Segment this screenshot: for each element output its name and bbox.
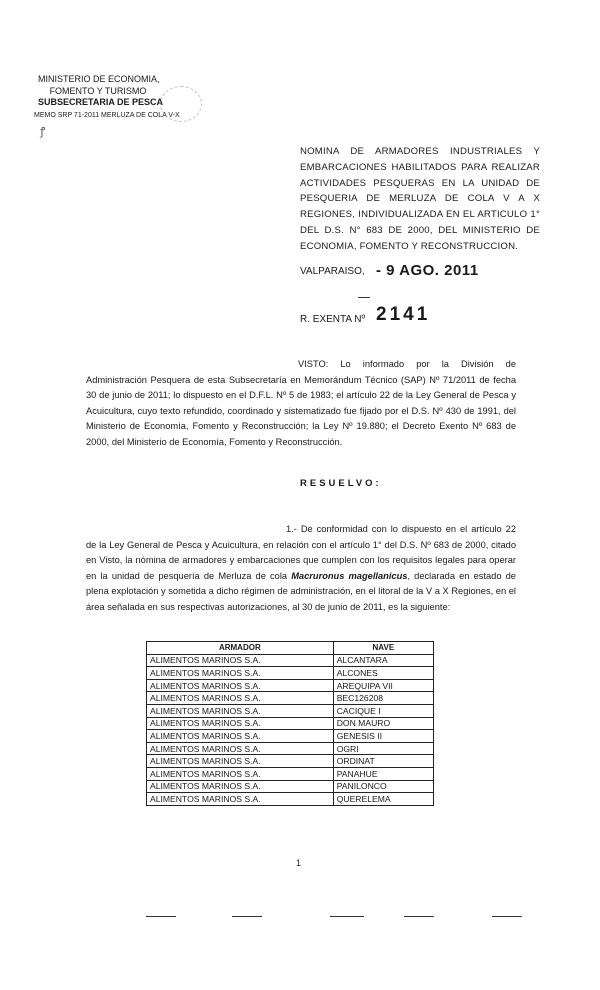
table-row [147, 692, 434, 705]
nave-cell: DON MAURO [333, 717, 433, 730]
nave-cell: PANAHUE [333, 767, 433, 780]
resuelvo-heading: RESUELVO: [300, 478, 382, 489]
resolution-date: - 9 AGO. 2011 [376, 262, 479, 279]
column-header-armador: ARMADOR [147, 642, 334, 655]
armador-cell: ALIMENTOS MARINOS S.A. [147, 742, 334, 755]
armador-cell: ALIMENTOS MARINOS S.A. [147, 793, 334, 806]
official-stamp [160, 86, 202, 122]
signature-line [232, 916, 262, 917]
armador-cell: ALIMENTOS MARINOS S.A. [147, 767, 334, 780]
place-label: VALPARAISO, [300, 266, 365, 277]
column-header-nave: NAVE [333, 642, 433, 655]
table-row [147, 742, 434, 755]
nave-cell: OGRI [333, 742, 433, 755]
letterhead-ministry-2: FOMENTO Y TURISMO [49, 85, 147, 96]
table-header-row [147, 642, 434, 655]
table-row [147, 793, 434, 806]
letterhead-ministry: MINISTERIO DE ECONOMIA, [38, 74, 160, 84]
signature-line [330, 916, 364, 917]
table-row [147, 717, 434, 730]
table-row [147, 654, 434, 667]
armador-cell: ALIMENTOS MARINOS S.A. [147, 704, 334, 717]
article-1-text-b: , declarada en estado de plena explotación y sometida a dicho régimen de administración, en el litoral de la V a X Regiones, en el área señalada en sus respectivas autorizaciones, al 30 de junio de 2011, es la siguiente: [86, 570, 516, 612]
armador-cell: ALIMENTOS MARINOS S.A. [147, 667, 334, 680]
armador-cell: ALIMENTOS MARINOS S.A. [147, 717, 334, 730]
armador-cell: ALIMENTOS MARINOS S.A. [147, 654, 334, 667]
handwritten-initials: ꝭ [40, 126, 46, 138]
nave-cell: ALCANTARA [333, 654, 433, 667]
table-row [147, 667, 434, 680]
letterhead [34, 74, 180, 121]
signature-line [404, 916, 434, 917]
nave-cell: PANILONCO [333, 780, 433, 793]
table-row [147, 679, 434, 692]
species-name: Macruronus magellanicus [291, 570, 408, 581]
armador-cell: ALIMENTOS MARINOS S.A. [147, 780, 334, 793]
resolution-label: R. EXENTA Nº [300, 314, 366, 325]
letterhead-subsecretaria: SUBSECRETARIA DE PESCA [38, 97, 164, 107]
visto-paragraph: VISTO: Lo informado por la División de Administración Pesquera de esta Subsecretaría en Memorándum Técnico (SAP) Nº 71/2011 de fecha 30 de junio de 2011; lo dispuesto en el D.F.L. Nº 5 de 1983; el artículo 22 de la Ley General de Pesca y Acuicultura, cuyo texto refundido, coordinado y sistematizado fue fijado por el D.S. Nº 430 de 1991, del Ministerio de Economía, Fomento y Reconstrucción; la Ley Nº 19.880; el Decreto Exento Nº 683 de 2000, del Ministerio de Economía, Fomento y Reconstrucción. [86, 359, 516, 447]
nave-cell: ALCONES [333, 667, 433, 680]
article-1-text-a: 1.- De conformidad con lo dispuesto en el artículo 22 de la Ley General de Pesca y Acuicultura, en relación con el artículo 1° del D.S. Nº 683 de 2000, citado en Visto, la nómina de armadores y embarcaciones que cumplen con los requisitos legales para operar en la unidad de pesquería de Merluza de cola [86, 524, 516, 581]
nave-cell: BEC126208 [333, 692, 433, 705]
signature-line [146, 916, 176, 917]
article-1-paragraph [86, 522, 516, 616]
armador-cell: ALIMENTOS MARINOS S.A. [147, 679, 334, 692]
armador-cell: ALIMENTOS MARINOS S.A. [147, 692, 334, 705]
armador-cell: ALIMENTOS MARINOS S.A. [147, 755, 334, 768]
nave-cell: ORDINAT [333, 755, 433, 768]
table-row [147, 730, 434, 743]
nave-cell: QUERELEMA [333, 793, 433, 806]
table-row [147, 767, 434, 780]
table-row [147, 755, 434, 768]
table-row [147, 780, 434, 793]
signature-line [492, 916, 522, 917]
armadores-table [146, 641, 434, 806]
table-row [147, 704, 434, 717]
nave-cell: AREQUIPA VII [333, 679, 433, 692]
armador-cell: ALIMENTOS MARINOS S.A. [147, 730, 334, 743]
resolution-number: 2141 [376, 304, 431, 325]
nave-cell: GENESIS II [333, 730, 433, 743]
nave-cell: CACIQUE I [333, 704, 433, 717]
divider-mark [358, 297, 370, 298]
document-title: NOMINA DE ARMADORES INDUSTRIALES Y EMBARCACIONES HABILITADOS PARA REALIZAR ACTIVIDADES PESQUERAS EN LA UNIDAD DE PESQUERIA DE MERLUZA DE COLA V A X REGIONES, INDIVIDUALIZADA EN EL ARTICULO 1° DEL D.S. N° 683 DE 2000, DEL MINISTERIO DE ECONOMIA, FOMENTO Y RECONSTRUCCION. [300, 146, 540, 252]
page-number: 1 [296, 858, 302, 868]
memo-reference: MEMO SRP 71-2011 MERLUZA DE COLA V-X [34, 111, 180, 119]
